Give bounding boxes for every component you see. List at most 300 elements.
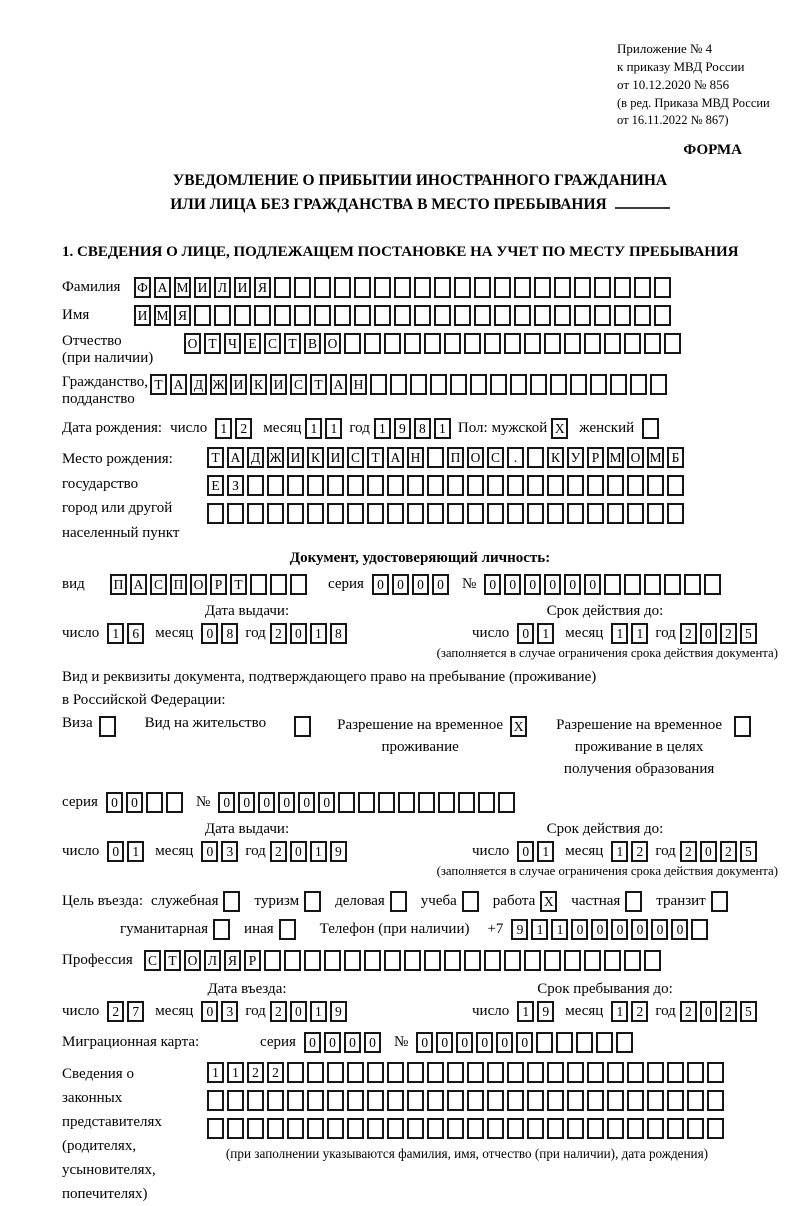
form-cell[interactable]	[464, 333, 481, 354]
form-cell[interactable]	[438, 792, 455, 813]
form-cell[interactable]	[610, 374, 627, 395]
form-cell[interactable]	[304, 950, 321, 971]
form-cell[interactable]: 1	[551, 919, 568, 940]
form-cell[interactable]	[567, 1090, 584, 1111]
form-cell[interactable]	[507, 1062, 524, 1083]
form-cell[interactable]	[734, 716, 751, 737]
form-cell[interactable]	[387, 1090, 404, 1111]
form-cell[interactable]: 0	[372, 574, 389, 595]
form-cell[interactable]	[567, 475, 584, 496]
form-cell[interactable]	[364, 950, 381, 971]
form-cell[interactable]: 0	[517, 841, 534, 862]
form-cell[interactable]	[427, 447, 444, 468]
form-cell[interactable]: 5	[740, 623, 757, 644]
form-cell[interactable]	[374, 305, 391, 326]
form-cell[interactable]	[407, 1062, 424, 1083]
form-cell[interactable]	[527, 1090, 544, 1111]
form-cell[interactable]	[444, 950, 461, 971]
form-cell[interactable]	[587, 1062, 604, 1083]
form-cell[interactable]: 5	[740, 1001, 757, 1022]
form-cell[interactable]	[213, 919, 230, 940]
form-cell[interactable]	[344, 950, 361, 971]
form-cell[interactable]	[644, 574, 661, 595]
form-cell[interactable]	[647, 1090, 664, 1111]
form-cell[interactable]	[287, 503, 304, 524]
form-cell[interactable]	[567, 1062, 584, 1083]
form-cell[interactable]: С	[264, 333, 281, 354]
form-cell[interactable]: 2	[680, 1001, 697, 1022]
form-cell[interactable]	[307, 475, 324, 496]
form-cell[interactable]: 2	[107, 1001, 124, 1022]
form-cell[interactable]	[687, 1118, 704, 1139]
form-cell[interactable]	[624, 950, 641, 971]
form-cell[interactable]: 0	[436, 1032, 453, 1053]
form-cell[interactable]	[387, 475, 404, 496]
form-cell[interactable]	[570, 374, 587, 395]
form-cell[interactable]	[607, 1118, 624, 1139]
form-cell[interactable]: О	[184, 950, 201, 971]
form-cell[interactable]: А	[130, 574, 147, 595]
form-cell[interactable]	[454, 277, 471, 298]
form-cell[interactable]	[607, 475, 624, 496]
form-cell[interactable]	[527, 475, 544, 496]
form-cell[interactable]	[594, 305, 611, 326]
form-cell[interactable]	[567, 503, 584, 524]
form-cell[interactable]	[527, 447, 544, 468]
form-cell[interactable]	[334, 277, 351, 298]
form-cell[interactable]	[556, 1032, 573, 1053]
form-cell[interactable]	[607, 1062, 624, 1083]
form-cell[interactable]: Т	[150, 374, 167, 395]
form-cell[interactable]	[354, 277, 371, 298]
form-cell[interactable]: Л	[214, 277, 231, 298]
form-cell[interactable]: 3	[221, 841, 238, 862]
form-cell[interactable]	[627, 1118, 644, 1139]
form-cell[interactable]	[99, 716, 116, 737]
form-cell[interactable]	[647, 503, 664, 524]
form-cell[interactable]	[624, 333, 641, 354]
form-cell[interactable]	[227, 1118, 244, 1139]
form-cell[interactable]	[279, 919, 296, 940]
form-cell[interactable]: А	[330, 374, 347, 395]
form-cell[interactable]: 2	[270, 1001, 287, 1022]
form-cell[interactable]: И	[287, 447, 304, 468]
form-cell[interactable]: О	[184, 333, 201, 354]
form-cell[interactable]	[414, 305, 431, 326]
form-cell[interactable]	[604, 950, 621, 971]
form-cell[interactable]: 0	[324, 1032, 341, 1053]
form-cell[interactable]	[358, 792, 375, 813]
form-cell[interactable]: С	[487, 447, 504, 468]
form-cell[interactable]	[590, 374, 607, 395]
form-cell[interactable]	[250, 574, 267, 595]
form-cell[interactable]	[327, 1118, 344, 1139]
form-cell[interactable]: А	[154, 277, 171, 298]
form-cell[interactable]	[474, 277, 491, 298]
form-cell[interactable]: Б	[667, 447, 684, 468]
form-cell[interactable]	[654, 277, 671, 298]
form-cell[interactable]: 2	[235, 418, 252, 439]
form-cell[interactable]	[458, 792, 475, 813]
form-cell[interactable]: Ф	[134, 277, 151, 298]
form-cell[interactable]: П	[110, 574, 127, 595]
form-cell[interactable]	[307, 1118, 324, 1139]
form-cell[interactable]: 0	[524, 574, 541, 595]
form-cell[interactable]: 0	[344, 1032, 361, 1053]
form-cell[interactable]	[294, 305, 311, 326]
form-cell[interactable]: Л	[204, 950, 221, 971]
form-cell[interactable]: Т	[310, 374, 327, 395]
form-cell[interactable]: И	[230, 374, 247, 395]
form-cell[interactable]	[667, 1118, 684, 1139]
form-cell[interactable]: 2	[631, 1001, 648, 1022]
form-cell[interactable]	[534, 277, 551, 298]
form-cell[interactable]	[507, 1118, 524, 1139]
form-cell[interactable]	[390, 891, 407, 912]
form-cell[interactable]: 8	[414, 418, 431, 439]
form-cell[interactable]	[534, 305, 551, 326]
form-cell[interactable]	[507, 475, 524, 496]
form-cell[interactable]	[264, 950, 281, 971]
form-cell[interactable]: 0	[564, 574, 581, 595]
form-cell[interactable]	[314, 305, 331, 326]
form-cell[interactable]	[347, 1090, 364, 1111]
form-cell[interactable]: О	[467, 447, 484, 468]
form-cell[interactable]: 2	[631, 841, 648, 862]
form-cell[interactable]: 0	[278, 792, 295, 813]
form-cell[interactable]: 1	[325, 418, 342, 439]
form-cell[interactable]: 1	[305, 418, 322, 439]
form-cell[interactable]	[223, 891, 240, 912]
form-cell[interactable]: 0	[517, 623, 534, 644]
form-cell[interactable]	[347, 1062, 364, 1083]
form-cell[interactable]	[487, 503, 504, 524]
form-cell[interactable]	[494, 305, 511, 326]
form-cell[interactable]: 0	[201, 623, 218, 644]
form-cell[interactable]: 0	[201, 841, 218, 862]
form-cell[interactable]	[387, 1118, 404, 1139]
form-cell[interactable]	[707, 1090, 724, 1111]
form-cell[interactable]	[514, 305, 531, 326]
form-cell[interactable]	[267, 1118, 284, 1139]
form-cell[interactable]	[427, 1118, 444, 1139]
form-cell[interactable]: 1	[517, 1001, 534, 1022]
form-cell[interactable]	[474, 305, 491, 326]
form-cell[interactable]	[207, 503, 224, 524]
form-cell[interactable]	[544, 950, 561, 971]
form-cell[interactable]: 0	[126, 792, 143, 813]
form-cell[interactable]: Т	[204, 333, 221, 354]
form-cell[interactable]	[524, 333, 541, 354]
form-cell[interactable]: 1	[611, 1001, 628, 1022]
form-cell[interactable]: 0	[364, 1032, 381, 1053]
form-cell[interactable]: 8	[221, 623, 238, 644]
form-cell[interactable]	[367, 1090, 384, 1111]
form-cell[interactable]: Р	[587, 447, 604, 468]
form-cell[interactable]	[587, 475, 604, 496]
form-cell[interactable]	[367, 1118, 384, 1139]
form-cell[interactable]	[527, 1062, 544, 1083]
form-cell[interactable]: 0	[290, 623, 307, 644]
form-cell[interactable]	[407, 503, 424, 524]
form-cell[interactable]: 1	[227, 1062, 244, 1083]
form-cell[interactable]	[504, 333, 521, 354]
form-cell[interactable]: 0	[671, 919, 688, 940]
form-cell[interactable]: 0	[571, 919, 588, 940]
form-cell[interactable]	[407, 475, 424, 496]
form-cell[interactable]: 0	[700, 1001, 717, 1022]
form-cell[interactable]	[407, 1118, 424, 1139]
form-cell[interactable]: С	[347, 447, 364, 468]
form-cell[interactable]: Е	[244, 333, 261, 354]
form-cell[interactable]: 7	[127, 1001, 144, 1022]
form-cell[interactable]: 0	[516, 1032, 533, 1053]
form-cell[interactable]	[707, 1062, 724, 1083]
form-cell[interactable]: Р	[210, 574, 227, 595]
form-cell[interactable]: 0	[651, 919, 668, 940]
form-cell[interactable]	[576, 1032, 593, 1053]
form-cell[interactable]	[344, 333, 361, 354]
form-cell[interactable]: 0	[304, 1032, 321, 1053]
form-cell[interactable]: 0	[107, 841, 124, 862]
form-cell[interactable]	[667, 1062, 684, 1083]
form-cell[interactable]: 2	[680, 623, 697, 644]
form-cell[interactable]: В	[304, 333, 321, 354]
form-cell[interactable]	[584, 950, 601, 971]
form-cell[interactable]: .	[507, 447, 524, 468]
form-cell[interactable]: М	[607, 447, 624, 468]
form-cell[interactable]	[214, 305, 231, 326]
form-cell[interactable]: 1	[310, 841, 327, 862]
form-cell[interactable]	[324, 950, 341, 971]
form-cell[interactable]	[467, 1062, 484, 1083]
form-cell[interactable]: М	[647, 447, 664, 468]
form-cell[interactable]: 9	[537, 1001, 554, 1022]
form-cell[interactable]: 2	[720, 623, 737, 644]
form-cell[interactable]: 2	[720, 841, 737, 862]
form-cell[interactable]	[367, 503, 384, 524]
form-cell[interactable]	[450, 374, 467, 395]
form-cell[interactable]	[624, 574, 641, 595]
form-cell[interactable]	[644, 950, 661, 971]
form-cell[interactable]	[194, 305, 211, 326]
form-cell[interactable]: Т	[284, 333, 301, 354]
form-cell[interactable]: А	[387, 447, 404, 468]
form-cell[interactable]	[287, 1118, 304, 1139]
form-cell[interactable]: 0	[584, 574, 601, 595]
form-cell[interactable]	[334, 305, 351, 326]
form-cell[interactable]: З	[227, 475, 244, 496]
form-cell[interactable]: X	[540, 891, 557, 912]
form-cell[interactable]	[387, 1062, 404, 1083]
form-cell[interactable]	[554, 305, 571, 326]
form-cell[interactable]: 0	[496, 1032, 513, 1053]
form-cell[interactable]: Т	[164, 950, 181, 971]
form-cell[interactable]	[567, 1118, 584, 1139]
form-cell[interactable]	[650, 374, 667, 395]
form-cell[interactable]	[594, 277, 611, 298]
form-cell[interactable]	[464, 950, 481, 971]
form-cell[interactable]	[270, 574, 287, 595]
form-cell[interactable]: Н	[350, 374, 367, 395]
form-cell[interactable]: О	[627, 447, 644, 468]
form-cell[interactable]	[294, 277, 311, 298]
form-cell[interactable]: И	[234, 277, 251, 298]
form-cell[interactable]: 0	[298, 792, 315, 813]
form-cell[interactable]: 1	[310, 1001, 327, 1022]
form-cell[interactable]	[587, 503, 604, 524]
form-cell[interactable]: 0	[318, 792, 335, 813]
form-cell[interactable]	[398, 792, 415, 813]
form-cell[interactable]: А	[227, 447, 244, 468]
form-cell[interactable]	[498, 792, 515, 813]
form-cell[interactable]	[447, 475, 464, 496]
form-cell[interactable]	[447, 1062, 464, 1083]
form-cell[interactable]	[527, 503, 544, 524]
form-cell[interactable]	[484, 950, 501, 971]
form-cell[interactable]: Ж	[267, 447, 284, 468]
form-cell[interactable]	[434, 277, 451, 298]
form-cell[interactable]: X	[510, 716, 527, 737]
form-cell[interactable]	[647, 475, 664, 496]
form-cell[interactable]	[247, 1118, 264, 1139]
form-cell[interactable]: 2	[720, 1001, 737, 1022]
form-cell[interactable]	[490, 374, 507, 395]
form-cell[interactable]: 0	[631, 919, 648, 940]
form-cell[interactable]	[667, 1090, 684, 1111]
form-cell[interactable]	[607, 1090, 624, 1111]
form-cell[interactable]: Т	[367, 447, 384, 468]
form-cell[interactable]	[627, 1062, 644, 1083]
form-cell[interactable]	[327, 1062, 344, 1083]
form-cell[interactable]	[478, 792, 495, 813]
form-cell[interactable]: И	[327, 447, 344, 468]
form-cell[interactable]: 0	[258, 792, 275, 813]
form-cell[interactable]	[550, 374, 567, 395]
form-cell[interactable]: 0	[611, 919, 628, 940]
form-cell[interactable]	[507, 503, 524, 524]
form-cell[interactable]	[424, 950, 441, 971]
form-cell[interactable]	[347, 503, 364, 524]
form-cell[interactable]: 0	[700, 623, 717, 644]
form-cell[interactable]	[304, 891, 321, 912]
form-cell[interactable]: 0	[290, 841, 307, 862]
form-cell[interactable]	[667, 503, 684, 524]
form-cell[interactable]	[166, 792, 183, 813]
form-cell[interactable]	[327, 475, 344, 496]
form-cell[interactable]	[284, 950, 301, 971]
form-cell[interactable]	[444, 333, 461, 354]
form-cell[interactable]: 0	[476, 1032, 493, 1053]
form-cell[interactable]	[427, 503, 444, 524]
form-cell[interactable]: И	[134, 305, 151, 326]
form-cell[interactable]	[462, 891, 479, 912]
form-cell[interactable]	[378, 792, 395, 813]
form-cell[interactable]	[547, 1090, 564, 1111]
form-cell[interactable]: 0	[456, 1032, 473, 1053]
form-cell[interactable]	[407, 1090, 424, 1111]
form-cell[interactable]	[327, 503, 344, 524]
form-cell[interactable]	[467, 503, 484, 524]
form-cell[interactable]	[487, 1090, 504, 1111]
form-cell[interactable]: 1	[107, 623, 124, 644]
form-cell[interactable]	[327, 1090, 344, 1111]
form-cell[interactable]	[514, 277, 531, 298]
form-cell[interactable]	[434, 305, 451, 326]
form-cell[interactable]	[647, 1062, 664, 1083]
form-cell[interactable]: 1	[434, 418, 451, 439]
form-cell[interactable]: П	[170, 574, 187, 595]
form-cell[interactable]	[394, 305, 411, 326]
form-cell[interactable]	[290, 574, 307, 595]
form-cell[interactable]	[574, 305, 591, 326]
form-cell[interactable]	[247, 503, 264, 524]
form-cell[interactable]	[307, 503, 324, 524]
form-cell[interactable]: 1	[127, 841, 144, 862]
form-cell[interactable]	[616, 1032, 633, 1053]
form-cell[interactable]	[614, 277, 631, 298]
form-cell[interactable]	[390, 374, 407, 395]
form-cell[interactable]: Д	[190, 374, 207, 395]
form-cell[interactable]: С	[150, 574, 167, 595]
form-cell[interactable]: 9	[394, 418, 411, 439]
form-cell[interactable]	[146, 792, 163, 813]
form-cell[interactable]	[364, 333, 381, 354]
form-cell[interactable]: Н	[407, 447, 424, 468]
form-cell[interactable]: С	[144, 950, 161, 971]
form-cell[interactable]: 0	[290, 1001, 307, 1022]
form-cell[interactable]	[625, 891, 642, 912]
form-cell[interactable]	[627, 1090, 644, 1111]
form-cell[interactable]: П	[447, 447, 464, 468]
form-cell[interactable]: 2	[267, 1062, 284, 1083]
form-cell[interactable]	[604, 574, 621, 595]
form-cell[interactable]	[467, 475, 484, 496]
form-cell[interactable]	[642, 418, 659, 439]
form-cell[interactable]: Я	[224, 950, 241, 971]
form-cell[interactable]: 1	[631, 623, 648, 644]
form-cell[interactable]: 9	[330, 841, 347, 862]
form-cell[interactable]	[587, 1090, 604, 1111]
form-cell[interactable]	[427, 1090, 444, 1111]
form-cell[interactable]	[370, 374, 387, 395]
form-cell[interactable]: 0	[201, 1001, 218, 1022]
form-cell[interactable]: С	[290, 374, 307, 395]
form-cell[interactable]	[584, 333, 601, 354]
form-cell[interactable]: И	[270, 374, 287, 395]
form-cell[interactable]: 9	[330, 1001, 347, 1022]
form-cell[interactable]: 1	[215, 418, 232, 439]
form-cell[interactable]	[711, 891, 728, 912]
form-cell[interactable]	[487, 1118, 504, 1139]
form-cell[interactable]: 1	[537, 841, 554, 862]
form-cell[interactable]	[447, 1118, 464, 1139]
form-cell[interactable]	[287, 1090, 304, 1111]
form-cell[interactable]: 0	[544, 574, 561, 595]
form-cell[interactable]	[414, 277, 431, 298]
form-cell[interactable]	[447, 503, 464, 524]
form-cell[interactable]	[418, 792, 435, 813]
form-cell[interactable]: 2	[680, 841, 697, 862]
form-cell[interactable]	[547, 1118, 564, 1139]
form-cell[interactable]	[487, 1062, 504, 1083]
form-cell[interactable]	[347, 1118, 364, 1139]
form-cell[interactable]: А	[170, 374, 187, 395]
form-cell[interactable]: 9	[511, 919, 528, 940]
form-cell[interactable]	[227, 1090, 244, 1111]
form-cell[interactable]	[424, 333, 441, 354]
form-cell[interactable]	[707, 1118, 724, 1139]
